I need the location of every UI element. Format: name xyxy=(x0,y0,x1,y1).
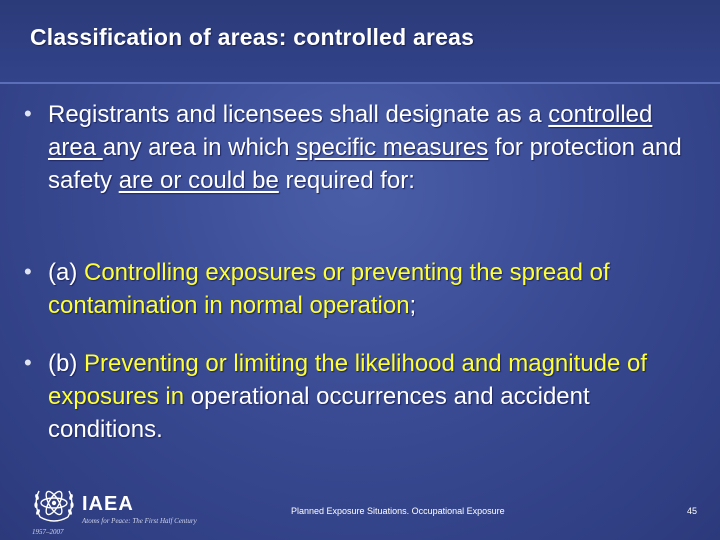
bullet-dot-icon: • xyxy=(24,350,32,375)
bullet-1-part-6: are or could be xyxy=(118,167,279,194)
title-bar xyxy=(0,0,720,84)
bullet-text-2 xyxy=(48,256,704,322)
bullet-item-2 xyxy=(24,256,704,322)
bullet-1-part-4: specific measures xyxy=(296,134,489,161)
bullet-3-part-2: Preventing or limiting the likelihood and magnitude of exposures in xyxy=(48,350,648,410)
bullet-dot-icon: • xyxy=(24,259,32,284)
iaea-atom-olive-wreath-icon xyxy=(30,483,78,529)
bullet-text-1 xyxy=(48,98,704,197)
bullet-dot-icon: • xyxy=(24,101,32,126)
bullet-1-part-5: for protection and safety xyxy=(48,134,682,194)
logo-wordmark: IAEA xyxy=(82,493,134,515)
bullet-1-part-3: any area in which xyxy=(102,134,297,161)
footer-caption: Planned Exposure Situations. Occupational Exposure xyxy=(291,506,505,516)
bullet-3-part-3: operational occurrences and accident conditions. xyxy=(48,383,590,443)
bullet-item-3 xyxy=(24,347,704,446)
bullet-1-part-1: Registrants and licensees shall designate as a xyxy=(48,101,549,128)
page-number: 45 xyxy=(687,506,698,516)
bullet-1-part-2: controlled area xyxy=(48,101,653,161)
bullet-2-part-3: ; xyxy=(409,292,417,319)
bullet-2-part-1: (a) xyxy=(48,259,84,286)
bullet-item-1 xyxy=(24,98,704,197)
logo-tagline: Atoms for Peace: The First Half Century xyxy=(82,517,197,525)
logo-years: 1957–2007 xyxy=(32,528,64,536)
bullet-text-3 xyxy=(48,347,704,446)
bullet-1-part-7: required for: xyxy=(278,167,415,194)
bullet-2-part-2: Controlling exposures or preventing the spread of contamination in normal operation xyxy=(48,259,610,319)
iaea-logo xyxy=(30,483,220,538)
bullet-3-part-1: (b) xyxy=(48,350,84,377)
slide-title: Classification of areas: controlled areas xyxy=(30,24,475,50)
